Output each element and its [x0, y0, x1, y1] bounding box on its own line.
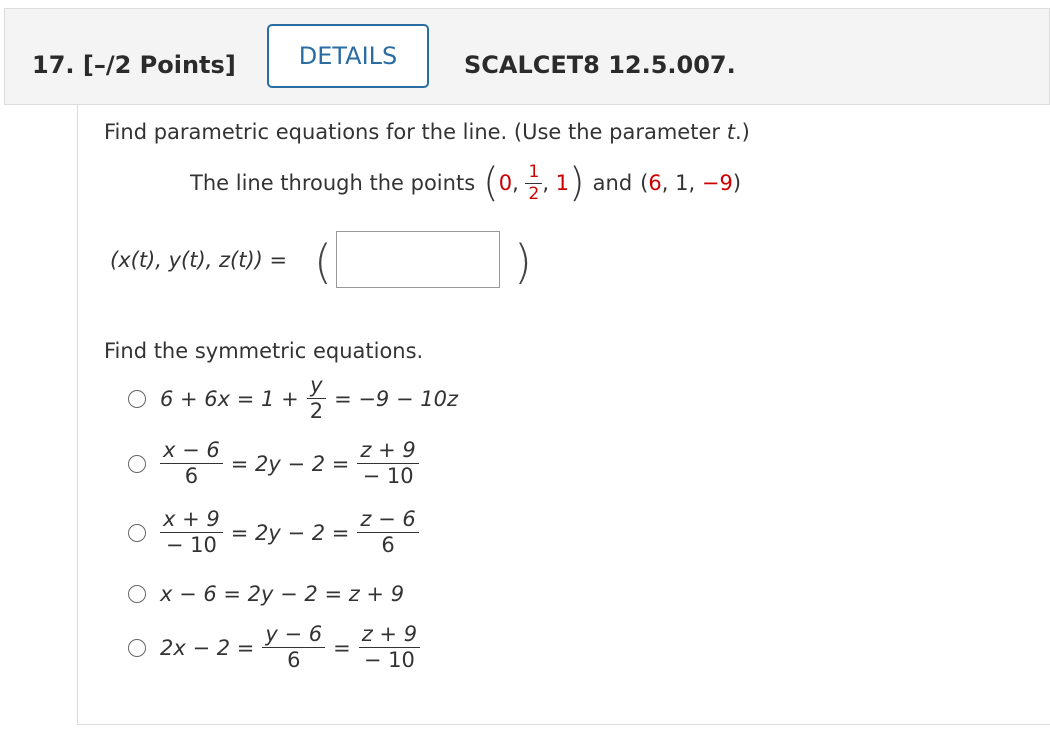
radio-option-1[interactable]	[128, 390, 146, 408]
radio-option-4[interactable]	[128, 585, 146, 603]
symmetric-option-1[interactable]: 6 + 6x = 1 + $\frac{y}{2}$ = −9 − 10z	[128, 375, 458, 422]
question-title	[32, 51, 236, 79]
line-statement	[190, 160, 742, 206]
symmetric-title: Find the symmetric equations.	[104, 339, 424, 363]
details-button[interactable]: DETAILS	[267, 24, 429, 88]
symmetric-option-4[interactable]: x − 6 = 2y − 2 = z + 9	[128, 582, 404, 606]
question-points: [–/2 Points]	[82, 51, 236, 79]
open-paren: (	[314, 235, 332, 289]
radio-option-3[interactable]	[128, 524, 146, 542]
question-header	[4, 8, 1050, 105]
question-number: 17.	[32, 51, 75, 79]
symmetric-option-5[interactable]: 2x − 2 = $\frac{y - 6}{6}$ = $\frac{z + 9}{- 10}$	[128, 624, 420, 671]
parametric-answer-input[interactable]	[336, 231, 500, 288]
close-paren: )	[514, 235, 532, 289]
question-content	[77, 105, 1050, 725]
line-text: The line through the points	[190, 171, 476, 195]
symmetric-option-2[interactable]: $\frac{x - 6}{6}$ = 2y − 2 = $\frac{z + 9}{- 10}$	[128, 440, 419, 487]
point-2: (6, 1, −9)	[640, 171, 742, 195]
instruction-text: Find parametric equations for the line. (Use the parameter t.)	[104, 120, 750, 144]
parametric-lhs: (x(t), y(t), z(t)) =	[110, 248, 288, 272]
and-text: and	[592, 171, 633, 195]
radio-option-5[interactable]	[128, 639, 146, 657]
radio-option-2[interactable]	[128, 455, 146, 473]
point-1: ( 0 , $\frac{1}{2}$ , 1 )	[483, 160, 585, 206]
question-code: SCALCET8 12.5.007.	[464, 51, 736, 79]
point-1-y-fraction: $\frac{1}{2}$	[525, 164, 542, 203]
symmetric-option-3[interactable]: $\frac{x + 9}{- 10}$ = 2y − 2 = $\frac{z - 6}{6}$	[128, 509, 419, 556]
